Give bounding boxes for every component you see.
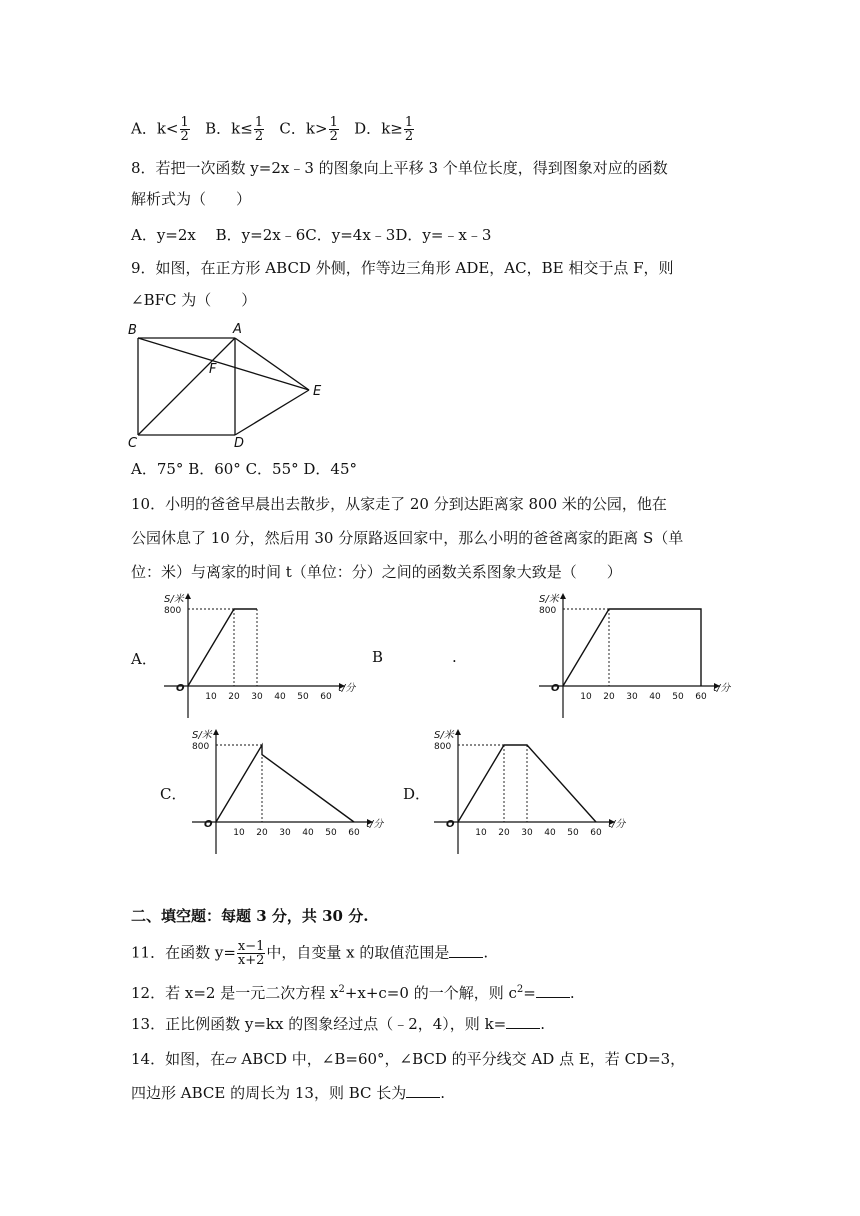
q12-pre: 12．若 x=2 是一元二次方程 x [131, 984, 339, 1002]
graph-d-ylabel: S/米 [434, 730, 454, 741]
graph-c-ytick-800: 800 [192, 742, 210, 752]
graph-b-ytick-800: 800 [539, 606, 557, 616]
graph-c-xtick-60: 60 [348, 828, 360, 838]
graph-b-y-arrow [560, 593, 566, 599]
graph-b-xtick-40: 40 [649, 692, 661, 702]
q12-sup2: 2 [516, 984, 524, 995]
q10-option-d-label: D． [403, 785, 431, 803]
graph-d-xtick-50: 50 [567, 828, 579, 838]
q12-answer-blank[interactable] [536, 983, 570, 998]
q8-line1: 8．若把一次函数 y=2x﹣3 的图象向上平移 3 个单位长度，得到图象对应的函数 [131, 159, 668, 177]
q10-option-a-label: A． [131, 650, 157, 668]
q13-answer-blank[interactable] [506, 1014, 540, 1029]
q9-line2: ∠BFC 为（ ） [131, 291, 257, 309]
graph-d-origin: O [446, 819, 455, 830]
q7-option-b-fraction: $\frac{1}{2}$ [254, 115, 264, 144]
graph-a-xtick-20: 20 [228, 692, 240, 702]
q9-line1: 9．如图，在正方形 ABCD 外侧，作等边三角形 ADE，AC，BE 相交于点 F，则 [131, 259, 674, 277]
q10-graph-d [430, 726, 630, 856]
q12-mid: +x+c=0 的一个解，则 c [344, 984, 517, 1002]
q9-side-ae [235, 338, 309, 390]
graph-c-xtick-10: 10 [233, 828, 245, 838]
q7-option-d-text: k≥ [381, 119, 403, 138]
q7-option-b-text: k≤ [231, 119, 253, 138]
q9-label-d: D [234, 436, 245, 450]
graph-b-series-line [563, 609, 701, 686]
q9-options: A．75° B．60° C．55° D．45° [131, 460, 358, 478]
graph-b-xtick-10: 10 [580, 692, 592, 702]
q7-option-c-fraction: $\frac{1}{2}$ [329, 115, 338, 144]
graph-d-xtick-40: 40 [544, 828, 556, 838]
q10-option-b-dot: . [452, 648, 457, 666]
graph-c-series-line [216, 745, 354, 822]
graph-b-xlabel: t/分 [713, 683, 731, 694]
graph-c-xtick-40: 40 [302, 828, 314, 838]
q10-option-b-label: B [372, 648, 384, 666]
q7-option-b-label: B． [205, 119, 232, 138]
graph-a-series-line [188, 609, 257, 686]
q9-side-de [235, 390, 309, 435]
graph-a-xtick-50: 50 [297, 692, 309, 702]
q11-fraction: $\frac{x-1}{x+2}$ [237, 939, 265, 968]
q7-option-c-label: C． [279, 119, 306, 138]
q7-option-a-fraction: $\frac{1}{2}$ [180, 115, 189, 144]
graph-d-xtick-60: 60 [590, 828, 602, 838]
q10-line2: 公园休息了 10 分，然后用 30 分原路返回家中，那么小明的爸爸离家的距离 S（单 [131, 529, 684, 547]
q11-post: 中，自变量 x 的取值范围是 [266, 943, 450, 962]
graph-c-xlabel: t/分 [366, 819, 384, 830]
q11-answer-blank[interactable] [449, 943, 483, 958]
q13-pre: 13．正比例函数 y=kx 的图象经过点（﹣2，4），则 k= [131, 1015, 507, 1033]
q12-sup: 2 [338, 984, 345, 995]
graph-a-xtick-10: 10 [205, 692, 217, 702]
graph-d-xtick-10: 10 [475, 828, 487, 838]
q10-option-c-label: C． [160, 785, 187, 803]
graph-a-xtick-40: 40 [274, 692, 286, 702]
q9-label-b: B [128, 323, 137, 338]
q7-options [131, 116, 415, 143]
section2-title: 二、填空题：每题 3 分，共 30 分. [131, 907, 369, 925]
graph-c-y-arrow [213, 729, 219, 735]
graph-d-ytick-800: 800 [434, 742, 452, 752]
graph-b-xtick-30: 30 [626, 692, 638, 702]
graph-a-xtick-30: 30 [251, 692, 263, 702]
graph-c-xtick-50: 50 [325, 828, 337, 838]
graph-d-xlabel: t/分 [608, 819, 626, 830]
graph-b-xtick-60: 60 [695, 692, 707, 702]
graph-d-xtick-30: 30 [521, 828, 533, 838]
graph-c-xtick-20: 20 [256, 828, 268, 838]
graph-c-xtick-30: 30 [279, 828, 291, 838]
q9-label-f: F [209, 362, 217, 377]
q7-option-d-fraction: $\frac{1}{2}$ [404, 115, 414, 144]
q9-label-c: C [128, 436, 138, 450]
q12-post: = [523, 984, 536, 1002]
graph-b-xtick-50: 50 [672, 692, 684, 702]
graph-a-xlabel: t/分 [338, 683, 356, 694]
q7-option-d-label: D． [354, 119, 382, 138]
q10-graph-b [535, 590, 735, 720]
graph-b-xtick-20: 20 [603, 692, 615, 702]
q9-label-a: A [233, 322, 242, 337]
graph-a-ytick-800: 800 [164, 606, 182, 616]
q7-option-a-text: k< [156, 119, 179, 138]
q11-line: 11．在函数 y= $\frac{x-1}{x+2}$ 中，自变量 x 的取值范围是 . [131, 939, 489, 968]
graph-a-y-arrow [185, 593, 191, 599]
graph-c-origin: O [204, 819, 213, 830]
graph-a-origin: O [176, 683, 185, 694]
q8-line2: 解析式为（ ） [131, 190, 252, 208]
graph-b-origin: O [551, 683, 560, 694]
q10-graph-a [160, 590, 360, 720]
graph-b-ylabel: S/米 [539, 594, 559, 605]
q9-segment-be [138, 338, 309, 390]
q13-line: 13．正比例函数 y=kx 的图象经过点（﹣2，4），则 k= . [131, 1015, 546, 1033]
q11-pre: 11．在函数 y= [131, 943, 236, 962]
q9-square-figure [124, 318, 334, 450]
q10-line3: 位：米）与离家的时间 t（单位：分）之间的函数关系图象大致是（ ） [131, 563, 622, 581]
graph-a-xtick-60: 60 [320, 692, 332, 702]
q14-line2-pre: 四边形 ABCE 的周长为 13，则 BC 长为 [131, 1084, 407, 1102]
q8-options: A．y=2x B．y=2x﹣6C．y=4x﹣3D．y=﹣x﹣3 [131, 226, 492, 244]
graph-c-ylabel: S/米 [192, 730, 212, 741]
q10-line1: 10．小明的爸爸早晨出去散步，从家走了 20 分到达距离家 800 米的公园，他在 [131, 495, 667, 513]
graph-d-y-arrow [455, 729, 461, 735]
q12-line: 12．若 x=2 是一元二次方程 $x^2+x+c=0$ 的一个解，则 $c^2=$ . [131, 984, 575, 1002]
q10-graph-c [188, 726, 388, 856]
q14-answer-blank[interactable] [406, 1083, 440, 1098]
graph-d-xtick-20: 20 [498, 828, 510, 838]
q9-label-e: E [313, 384, 322, 399]
q14-line1: 14．如图，在▱ ABCD 中，∠B=60°，∠BCD 的平分线交 AD 点 E，若 CD=3， [131, 1050, 686, 1068]
q14-line2: 四边形 ABCE 的周长为 13，则 BC 长为 . [131, 1084, 446, 1102]
graph-a-ylabel: S/米 [164, 594, 184, 605]
q7-option-c-text: k> [305, 119, 328, 138]
q7-option-a-label: A． [131, 119, 157, 138]
